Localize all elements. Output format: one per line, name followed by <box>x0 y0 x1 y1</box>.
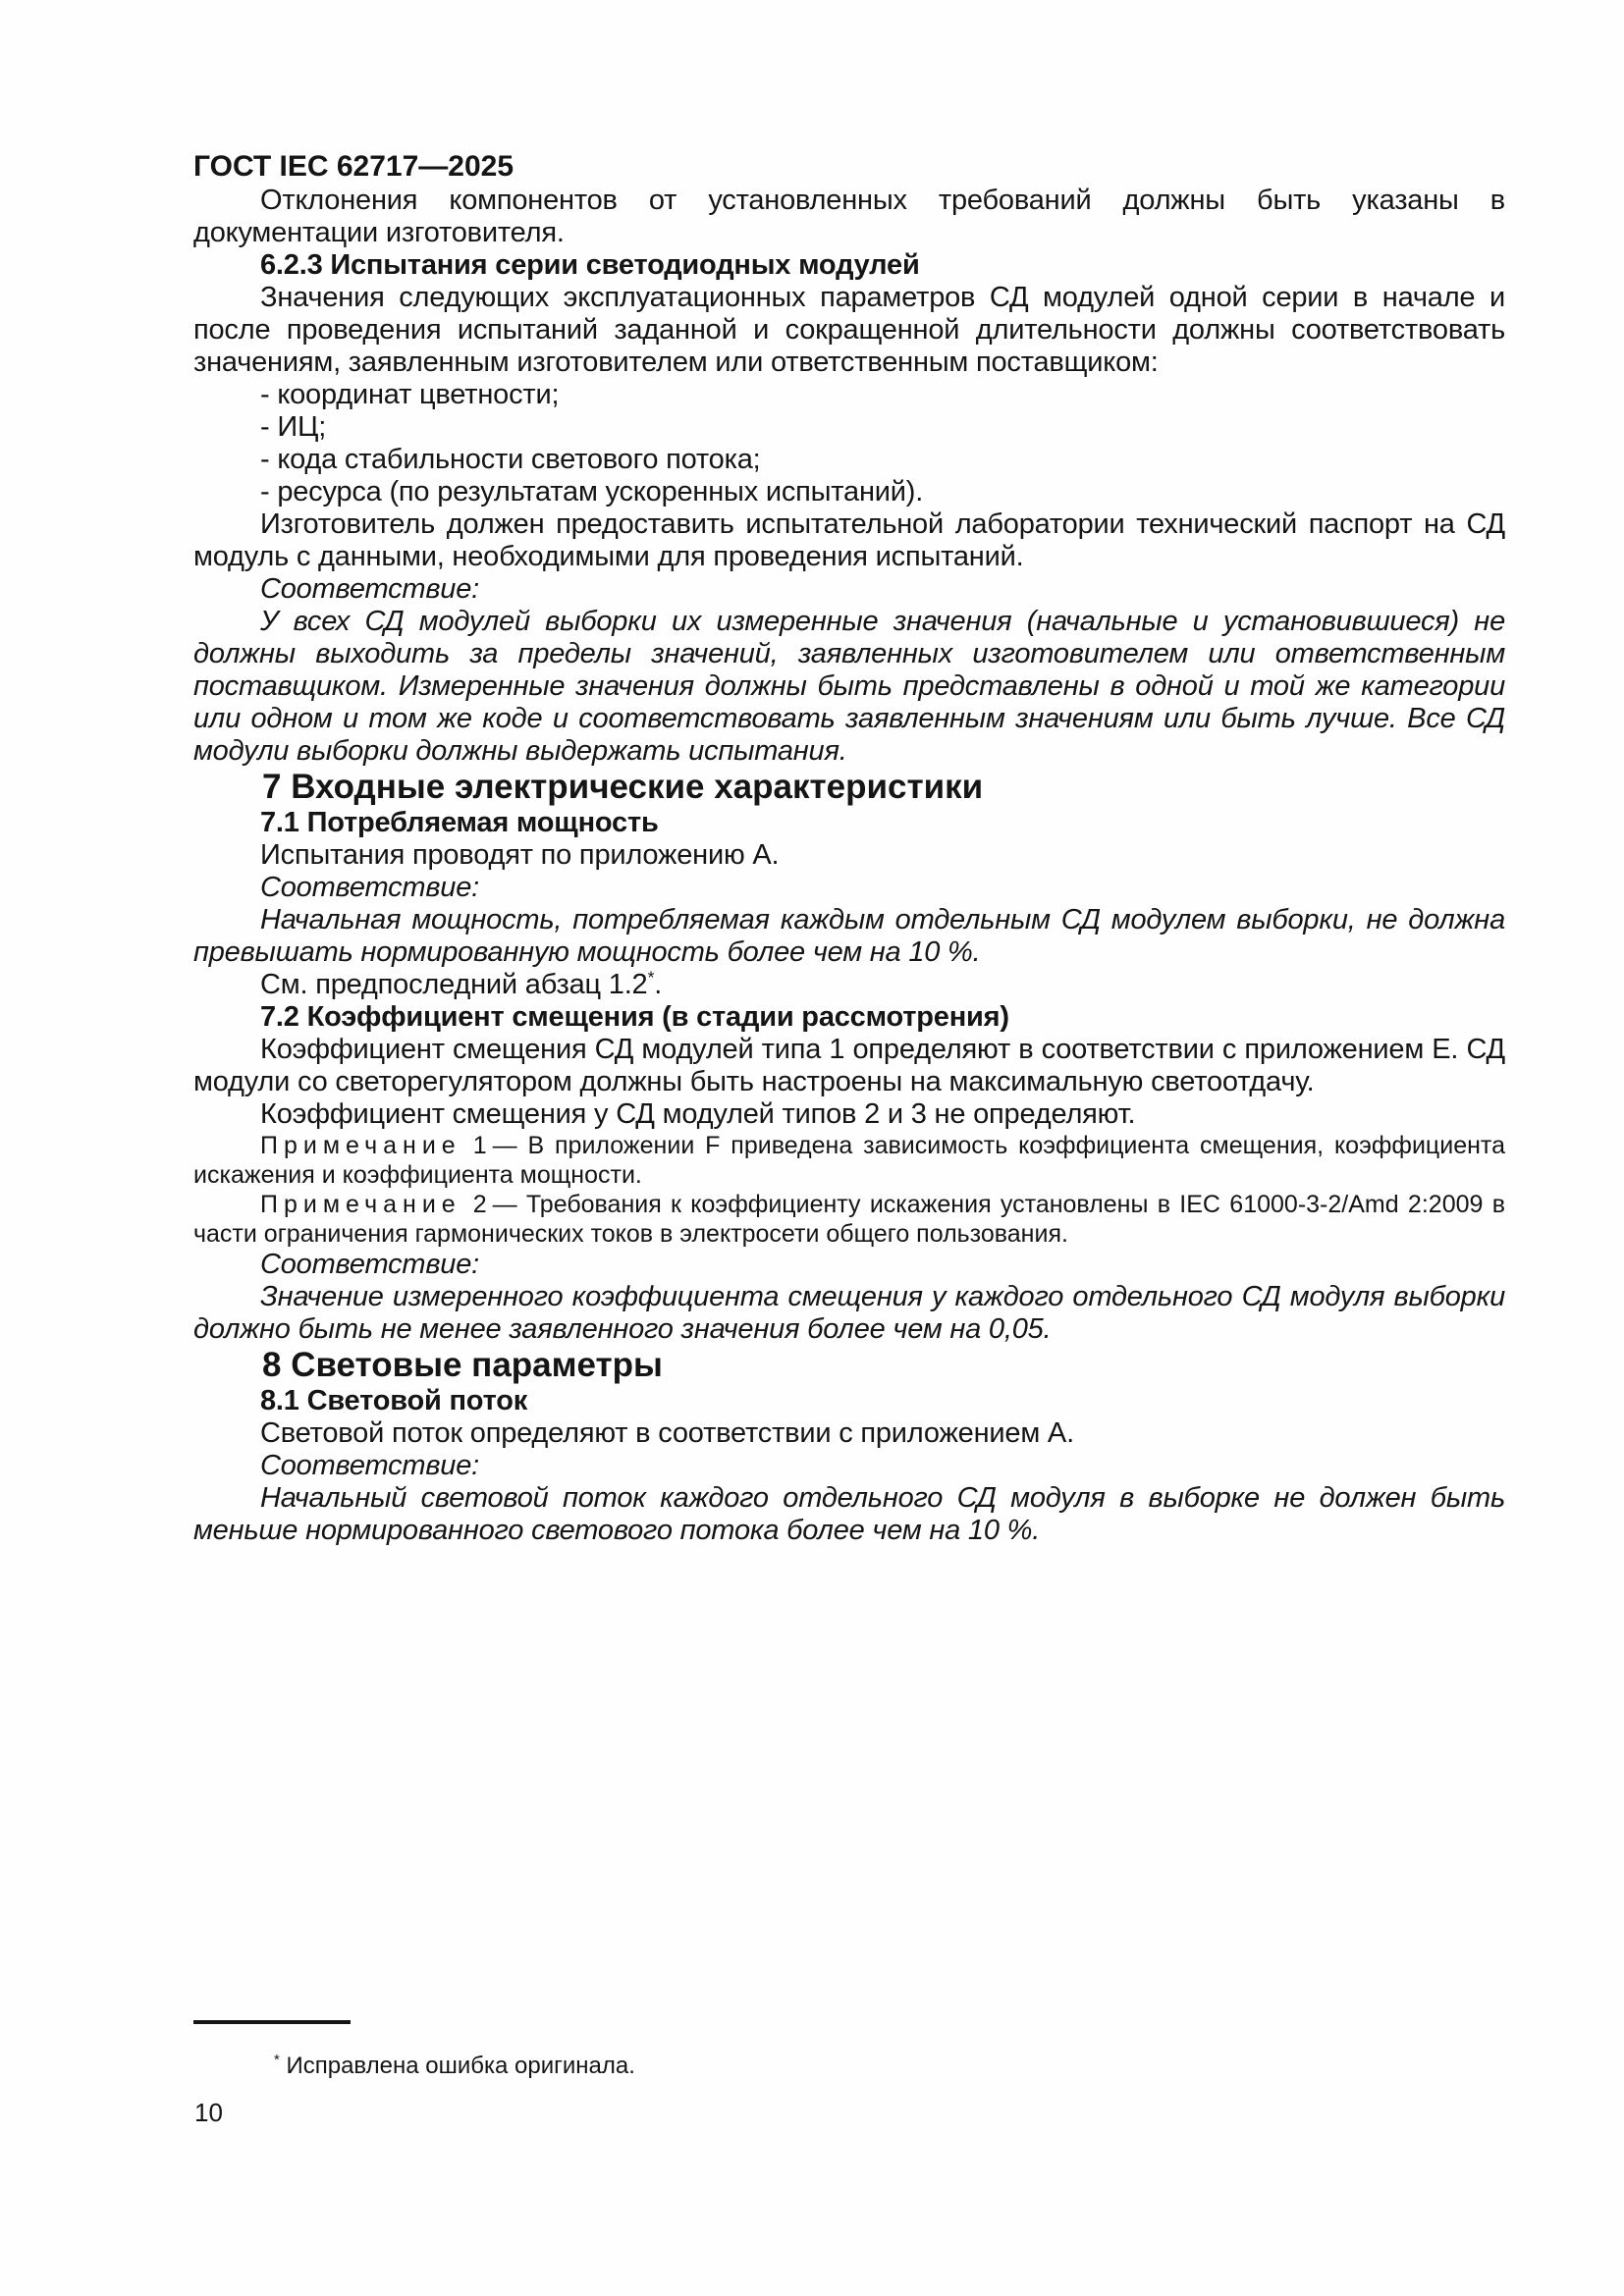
compliance-label: Соответствие: <box>260 872 479 903</box>
footnote-text: Исправлена ошибка оригинала. <box>286 2053 635 2079</box>
page-number: 10 <box>194 2098 223 2127</box>
note-text: — Требования к коэффициенту искажения установлены в IEC 61000-3-2/Amd 2:2009 в части ограничения гармонических токов в электросети общего пользования. <box>193 1191 1505 1248</box>
page-header-title: ГОСТ IEC 62717—2025 <box>193 150 514 183</box>
footnote <box>193 2052 1505 2081</box>
displacement-factor-paragraph-2: Коэффициент смещения у СД модулей типов 2 и 3 не определяют. <box>260 1098 1136 1130</box>
section-7-1-heading: 7.1 Потребляемая мощность <box>260 807 659 838</box>
asterisk-superscript: * <box>647 967 655 988</box>
passport-paragraph: Изготовитель должен предоставить испытательной лаборатории технический паспорт на СД модуль с данными, необходимыми для проведения испытаний. <box>193 508 1505 572</box>
page-content <box>193 148 1505 1547</box>
note-2 <box>193 1190 1505 1249</box>
section-7-2-heading: 7.2 Коэффициент смещения (в стадии рассмотрения) <box>260 1001 1009 1033</box>
displacement-factor-paragraph-1: Коэффициент смещения СД модулей типа 1 определяют в соответствии с приложением Е. СД модули со светорегулятором должны быть настроены на максимальную светоотдачу. <box>193 1034 1505 1097</box>
footnote-asterisk: * <box>274 2053 280 2068</box>
list-item: - ресурса (по результатам ускоренных испытаний). <box>260 476 924 507</box>
compliance-label: Соответствие: <box>260 1249 479 1280</box>
power-test-paragraph: Испытания проводят по приложению А. <box>260 839 780 871</box>
compliance-text: Начальная мощность, потребляемая каждым отдельным СД модулем выборки, не должна превышать нормированную мощность более чем на 10 %. <box>193 904 1505 968</box>
luminous-flux-paragraph: Световой поток определяют в соответствии с приложением А. <box>260 1417 1074 1449</box>
note-number: 1 <box>472 1132 487 1159</box>
list-item: - кода стабильности светового потока; <box>260 444 761 475</box>
characteristics-list <box>193 379 1505 508</box>
compliance-label: Соответствие: <box>260 573 479 605</box>
chapter-7-heading: 7 Входные электрические характеристики <box>262 768 984 806</box>
intro-paragraph: Отклонения компонентов от установленных требований должны быть указаны в документации изготовителя. <box>193 185 1505 248</box>
list-item: - координат цветности; <box>260 379 560 410</box>
see-reference-line <box>193 969 1505 1001</box>
see-reference-text: См. предпоследний абзац 1.2 <box>260 969 648 1000</box>
chapter-8-heading: 8 Световые параметры <box>262 1346 663 1384</box>
see-reference-period: . <box>654 969 663 1000</box>
compliance-label: Соответствие: <box>260 1450 479 1481</box>
compliance-text: Начальный световой поток каждого отдельного СД модуля в выборке не должен быть меньше нормированного светового потока более чем на 10 %. <box>193 1482 1505 1546</box>
note-number: 2 <box>472 1191 487 1218</box>
note-1 <box>193 1131 1505 1190</box>
section-8-1-heading: 8.1 Световой поток <box>260 1385 528 1416</box>
note-label: Примечание <box>260 1191 461 1218</box>
note-label: Примечание <box>260 1132 461 1159</box>
compliance-text: У всех СД модулей выборки их измеренные значения (начальные и установившиеся) не должны выходить за пределы значений, заявленных изготовителем или ответственным поставщиком. Измеренные значения должны быть представлены в одной и той же категории или одном и том же коде и соответствовать заявленным значениям или быть лучше. Все СД модули выборки должны выдержать испытания. <box>193 606 1505 767</box>
series-tests-paragraph: Значения следующих эксплуатационных параметров СД модулей одной серии в начале и после проведения испытаний заданной и сокращенной длительности должны соответствовать значениям, заявленным изготовителем или ответственным поставщиком: <box>193 282 1505 378</box>
list-item: - ИЦ; <box>260 411 327 443</box>
footnote-rule <box>193 2020 351 2024</box>
compliance-text: Значение измеренного коэффициента смещения у каждого отдельного СД модуля выборки должно быть не менее заявленного значения более чем на 0,05. <box>193 1281 1505 1345</box>
note-text: — В приложении F приведена зависимость коэффициента смещения, коэффициента искажения и коэффициента мощности. <box>193 1132 1505 1189</box>
section-6-2-3-heading: 6.2.3 Испытания серии светодиодных модулей <box>260 249 920 281</box>
